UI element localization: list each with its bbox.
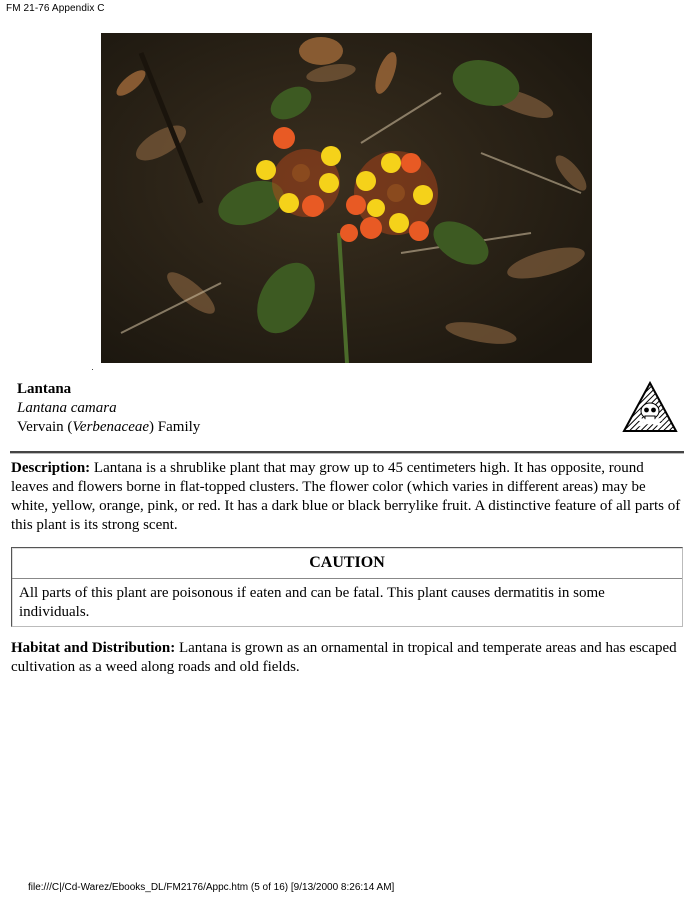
plant-identification — [17, 380, 200, 437]
stray-mark — [92, 369, 93, 370]
poison-skull-triangle-icon — [622, 381, 678, 433]
plant-scientific-name: Lantana camara — [17, 400, 117, 416]
description-paragraph — [11, 459, 683, 535]
plant-family-suffix: ) Family — [149, 419, 201, 435]
page-footer: file:///C|/Cd-Warez/Ebooks_DL/FM2176/Appc.htm (5 of 16) [9/13/2000 8:26:14 AM] — [28, 882, 395, 893]
page-header: FM 21-76 Appendix C — [6, 3, 105, 14]
description-label: Description: — [11, 460, 91, 476]
lantana-photo-illustration — [101, 33, 592, 363]
lantana-photo — [101, 33, 592, 363]
caution-text: All parts of this plant are poisonous if eaten and can be fatal. This plant causes dermatitis in some individuals. — [19, 585, 605, 620]
description-text: Lantana is a shrublike plant that may grow up to 45 centimeters high. It has opposite, round leaves and flowers borne in flat-topped clusters. The flower color (which varies in different areas) may be white, yellow, orange, pink, or red. It has a dark blue or black berrylike fruit. A distinctive feature of all parts of this plant is its strong scent. — [11, 460, 681, 533]
caution-title: CAUTION — [309, 554, 385, 571]
habitat-text: Lantana is grown as an ornamental in tropical and temperate areas and has escaped cultivation as a weed along roads and old fields. — [11, 640, 677, 675]
plant-common-name: Lantana — [17, 381, 72, 397]
plant-family-prefix: Vervain ( — [17, 419, 73, 435]
section-divider — [10, 451, 684, 454]
caution-box — [11, 547, 683, 627]
plant-family-name: Verbenaceae — [72, 419, 150, 435]
habitat-paragraph — [11, 639, 683, 677]
plant-family — [17, 418, 200, 437]
habitat-label: Habitat and Distribution: — [11, 640, 176, 656]
caution-divider — [12, 578, 682, 579]
